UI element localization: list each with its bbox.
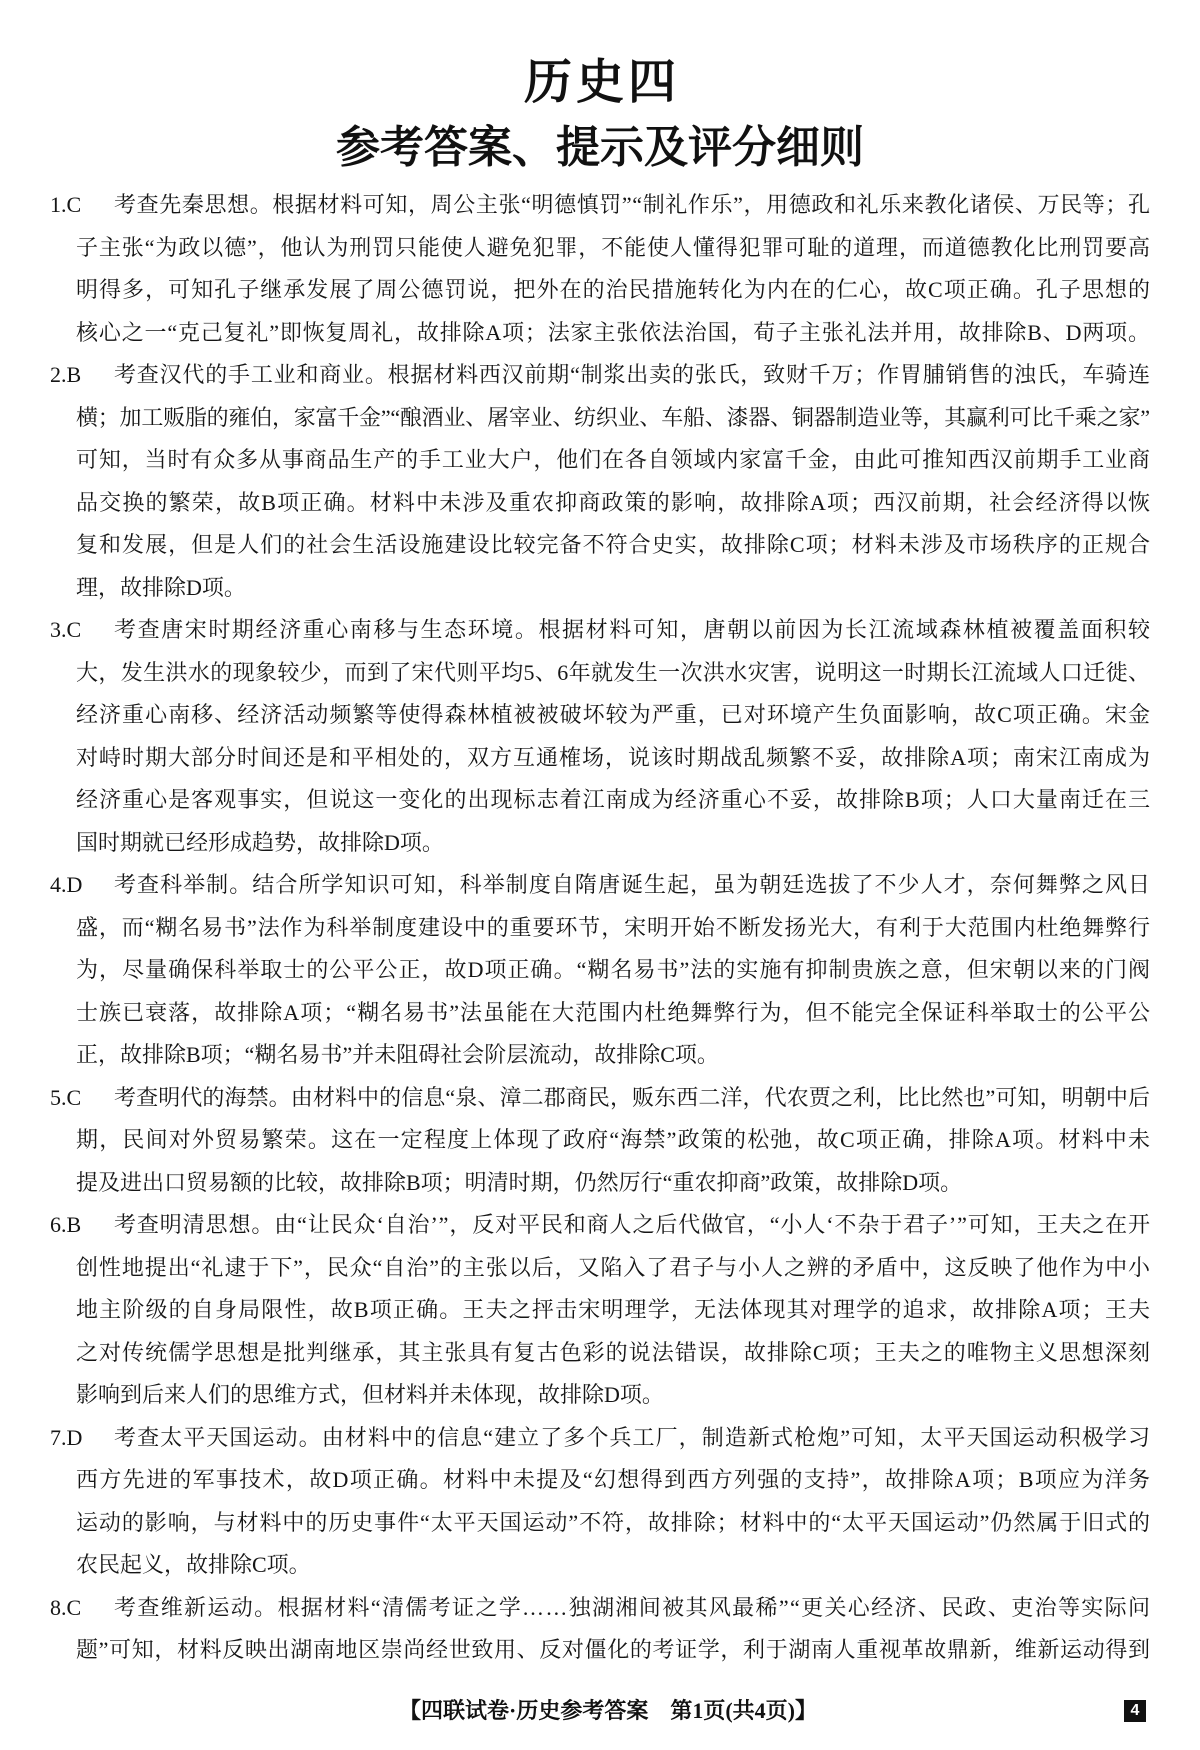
answer-line: 考查汉代的手工业和商业。根据材料西汉前期“制浆出卖的张氏，致财千万；作胃脯销售的浊氏，车骑连	[114, 362, 1151, 387]
answer-line: 题”可知，材料反映出湖南地区崇尚经世致用、反对僵化的考证学，利于湖南人重视革故鼎新，维新运动得到	[76, 1637, 1151, 1662]
answer-line: 考查科举制。结合所学知识可知，科举制度自隋唐诞生起，虽为朝廷选拔了不少人才，奈何舞弊之风日	[114, 872, 1152, 897]
answer-item	[50, 1077, 1150, 1205]
page-footer-caption: 【四联试卷·历史参考答案 第1页(共4页)】	[399, 1698, 817, 1723]
answer-item	[50, 1587, 1150, 1672]
answer-line: 对峙时期大部分时间还是和平相处的，双方互通榷场，说该时期战乱频繁不妥，故排除A项；南宋江南成为	[76, 744, 1151, 770]
answer-line: 大，发生洪水的现象较少，而到了宋代则平均5、6年就发生一次洪水灾害，说明这一时期长江流域人口迁徙、	[76, 659, 1151, 685]
answer-line: 考查维新运动。根据材料“清儒考证之学……独湖湘间被其风最稀”“更关心经济、民政、吏治等实际问	[114, 1594, 1152, 1620]
answer-line: 运动的影响，与材料中的历史事件“太平天国运动”不符，故排除；材料中的“太平天国运动”仍然属于旧式的	[76, 1509, 1151, 1535]
answer-item	[50, 354, 1150, 609]
answer-line: 品交换的繁荣，故B项正确。材料中未涉及重农抑商政策的影响，故排除A项；西汉前期，社会经济得以恢	[76, 489, 1152, 515]
answer-item	[50, 1204, 1150, 1417]
answer-label: 8.C	[50, 1594, 82, 1620]
answer-item	[50, 1417, 1150, 1587]
answer-label: 2.B	[50, 362, 82, 387]
answer-line: 国时期就已经形成趋势，故排除D项。	[76, 829, 444, 855]
page-title: 历史四	[523, 56, 680, 109]
answer-line: 可知，当时有众多从事商品生产的手工业大户，他们在各自领域内家富千金，由此可推知西汉前期手工业商	[76, 447, 1151, 472]
answer-line: 之对传统儒学思想是批判继承，其主张具有复古色彩的说法错误，故排除C项；王夫之的唯物主义思想深刻	[76, 1339, 1152, 1365]
page-subtitle: 参考答案、提示及评分细则	[336, 123, 864, 172]
answer-line: 理，故排除D项。	[76, 574, 246, 600]
answer-line: 正，故排除B项；“糊名易书”并未阻碍社会阶层流动，故排除C项。	[76, 1042, 719, 1067]
answer-label: 3.C	[50, 617, 82, 642]
answer-line: 考查太平天国运动。由材料中的信息“建立了多个兵工厂，制造新式枪炮”可知，太平天国运动积极学习	[114, 1424, 1152, 1450]
answer-line: 提及进出口贸易额的比较，故排除B项；明清时期，仍然厉行“重农抑商”政策，故排除D项。	[76, 1169, 963, 1195]
answer-line: 考查先秦思想。根据材料可知，周公主张“明德慎罚”“制礼作乐”，用德政和礼乐来教化诸侯、万民等；孔	[114, 192, 1151, 217]
answer-line: 明得多，可知孔子继承发展了周公德罚说，把外在的治民措施转化为内在的仁心，故C项正确。孔子思想的	[76, 277, 1152, 302]
answer-line: 创性地提出“礼逮于下”，民众“自治”的主张以后，又陷入了君子与小人之辨的矛盾中，这反映了他作为中小	[76, 1254, 1151, 1280]
answer-label: 1.C	[50, 192, 82, 217]
answer-line: 经济重心是客观事实，但说这一变化的出现标志着江南成为经济重心不妥，故排除B项；人口大量南迁在三	[76, 787, 1152, 812]
answer-line: 为，尽量确保科举取士的公平公正，故D项正确。“糊名易书”法的实施有抑制贵族之意，但宋朝以来的门阀	[76, 957, 1152, 982]
answer-first-line	[50, 1077, 1150, 1120]
answer-first-line	[50, 1417, 1150, 1460]
answer-line: 士族已衰落，故排除A项；“糊名易书”法虽能在大范围内杜绝舞弊行为，但不能完全保证科举取士的公平公	[76, 999, 1152, 1025]
answer-first-line	[50, 1204, 1150, 1247]
answer-first-line	[50, 184, 1150, 227]
answer-line: 经济重心南移、经济活动频繁等使得森林植被被破坏较为严重，已对环境产生负面影响，故C项正确。宋金	[76, 702, 1152, 727]
answer-item	[50, 184, 1150, 354]
answer-line: 农民起义，故排除C项。	[76, 1552, 311, 1577]
answer-label: 6.B	[50, 1212, 82, 1237]
answer-list	[50, 184, 1150, 1672]
answer-line: 考查明代的海禁。由材料中的信息“泉、漳二郡商民，贩东西二洋，代农贾之利，比比然也”可知，明朝中后	[114, 1084, 1151, 1110]
answer-line: 影响到后来人们的思维方式，但材料并未体现，故排除D项。	[76, 1382, 664, 1407]
answer-line: 考查明清思想。由“让民众‘自治’”，反对平民和商人之后代做官，“小人‘不杂于君子’”可知，王夫之在开	[114, 1212, 1151, 1237]
answer-label: 7.D	[50, 1424, 83, 1450]
answer-label: 4.D	[50, 872, 83, 897]
answer-line: 地主阶级的自身局限性，故B项正确。王夫之抨击宋明理学，无法体现其对理学的追求，故排除A项；王夫	[76, 1297, 1152, 1322]
answer-line: 考查唐宋时期经济重心南移与生态环境。根据材料可知，唐朝以前因为长江流域森林植被覆盖面积较	[114, 617, 1152, 642]
answer-line: 西方先进的军事技术，故D项正确。材料中未提及“幻想得到西方列强的支持”，故排除A项；B项应为洋务	[76, 1467, 1152, 1492]
answer-line: 子主张“为政以德”，他认为刑罚只能使人避免犯罪，不能使人懂得犯罪可耻的道理，而道德教化比刑罚要高	[76, 234, 1151, 260]
answer-first-line	[50, 609, 1150, 652]
answer-first-line	[50, 1587, 1150, 1630]
answer-line: 盛，而“糊名易书”法作为科举制度建设中的重要环节，宋明开始不断发扬光大，有利于大范围内杜绝舞弊行	[76, 914, 1151, 940]
page-badge: 4	[1124, 1700, 1146, 1722]
answer-item	[50, 609, 1150, 864]
answer-first-line	[50, 354, 1150, 397]
answer-line: 复和发展，但是人们的社会生活设施建设比较完备不符合史实，故排除C项；材料未涉及市场秩序的正规合	[76, 532, 1152, 557]
answer-line: 期，民间对外贸易繁荣。这在一定程度上体现了政府“海禁”政策的松弛，故C项正确，排除A项。材料中未	[76, 1127, 1152, 1152]
answer-line: 核心之一“克己复礼”即恢复周礼，故排除A项；法家主张依法治国，荀子主张礼法并用，故排除B、D两项。	[76, 319, 1151, 345]
answer-item	[50, 864, 1150, 1077]
answer-line: 横；加工贩脂的雍伯，家富千金”“酿酒业、屠宰业、纺织业、车船、漆器、铜器制造业等，其赢利可比千乘之家”	[76, 404, 1150, 430]
answer-label: 5.C	[50, 1084, 82, 1110]
answer-first-line	[50, 864, 1150, 907]
